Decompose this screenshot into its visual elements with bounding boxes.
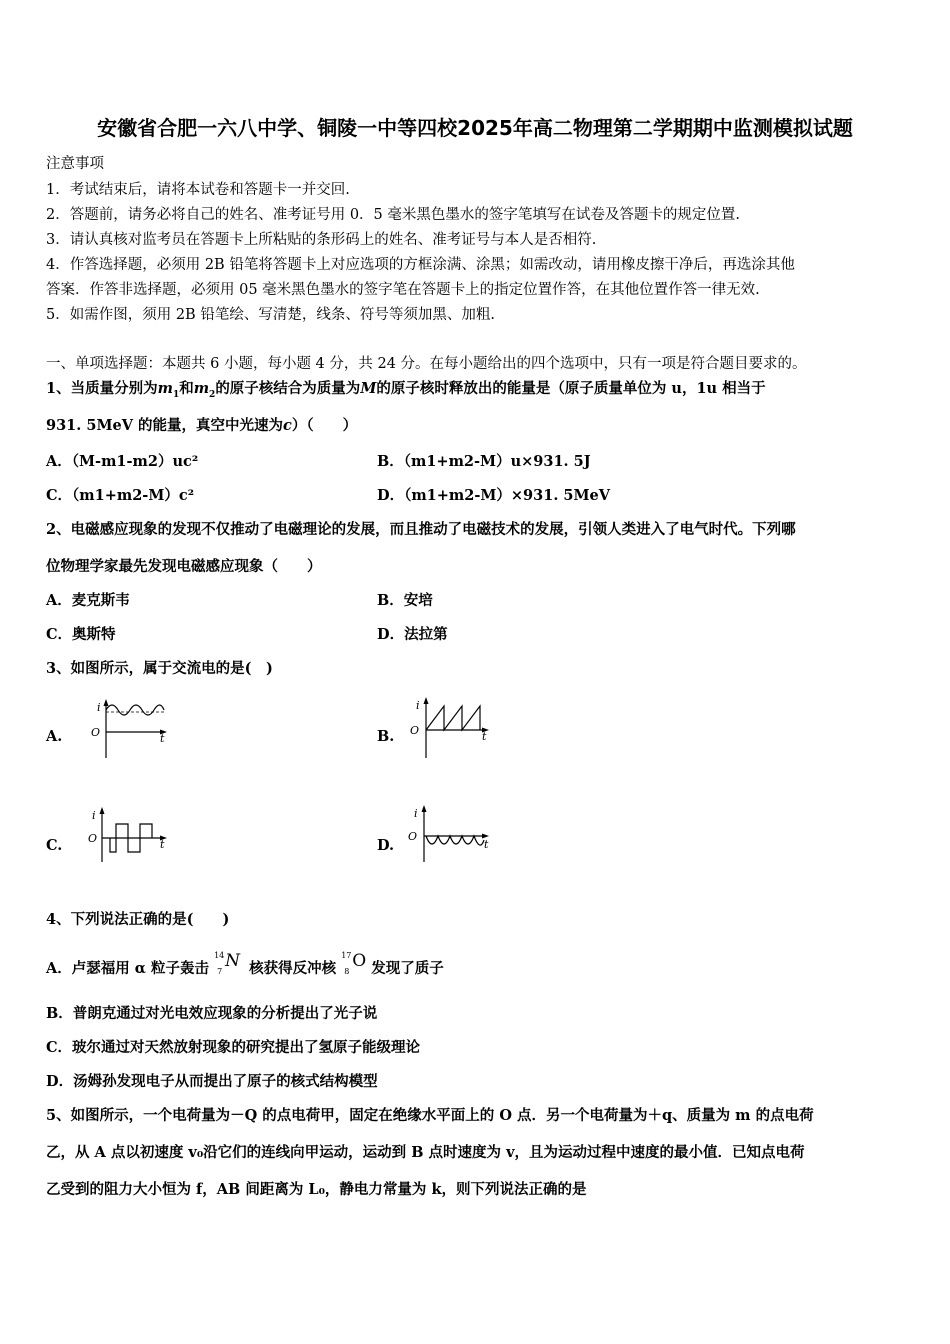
question-1-option-c[interactable]: C．（m1+m2-M）c² [46,487,195,504]
graph-d-axis-t: t [484,838,489,851]
graph-c-square-wave [86,804,170,866]
nitrogen-14-nuclide: 14 7 N [214,951,240,976]
question-2-line-1: 2、电磁感应现象的发现不仅推动了电磁理论的发展，而且推动了电磁技术的发展，引领人类进入了电气时代。下列哪 [46,521,796,538]
notice-item-4: 4．作答选择题，必须用 2B 铅笔将答题卡上对应选项的方框涂满、涂黑；如需改动，请用橡皮擦干净后，再选涂其他 [46,257,795,273]
graph-d-origin: O [408,830,418,843]
question-5-line-2: 乙，从 A 点以初速度 v₀沿它们的连线向甲运动，运动到 B 点时速度为 v，且为运动过程中速度的最小值．已知点电荷 [46,1144,805,1161]
question-1-line-1: 1、当质量分别为$m_1$和$m_2$的原子核结合为质量为M的原子核时释放出的能量是（原子质量单位为 u，1u 相当于 [46,380,766,400]
question-1-option-a[interactable]: A．（M-m1-m2）uc² [46,453,199,470]
question-3-option-c[interactable]: C. [46,837,63,854]
graph-b-axis-t: t [482,730,487,743]
graph-a-sine-wave [88,696,170,762]
question-1-option-d[interactable]: D．（m1+m2-M）×931. 5MeV [377,487,611,504]
question-2-line-2: 位物理学家最先发现电磁感应现象（ ） [46,558,322,575]
question-4-stem: 4、下列说法正确的是( ) [46,911,230,928]
question-1-line-2: 931. 5MeV 的能量，真空中光速为c）（ ） [46,417,358,434]
graph-b-sawtooth [404,694,494,762]
graph-d-rectified-wave [402,802,494,866]
question-2-option-b[interactable]: B．安培 [377,592,433,609]
notice-item-1: 1．考试结束后，请将本试卷和答题卡一并交回. [46,182,350,198]
graph-b-axis-i: i [416,699,420,712]
graph-a-axis-t: t [160,732,165,745]
question-1-option-b[interactable]: B．（m1+m2-M）u×931. 5J [377,453,591,470]
question-3-option-b[interactable]: B. [377,728,395,745]
question-2-option-c[interactable]: C．奥斯特 [46,626,116,643]
question-3-option-d[interactable]: D. [377,837,395,854]
notice-item-3: 3．请认真核对监考员在答题卡上所粘贴的条形码上的姓名、准考证号与本人是否相符. [46,232,597,248]
graph-c-axis-i: i [92,809,96,822]
section-heading: 一、单项选择题：本题共 6 小题，每小题 4 分，共 24 分。在每小题给出的四个选项中，只有一项是符合题目要求的。 [46,356,807,372]
notice-heading: 注意事项 [46,156,104,172]
question-4-option-c[interactable]: C．玻尔通过对天然放射现象的研究提出了氢原子能级理论 [46,1039,421,1056]
question-4-option-d[interactable]: D．汤姆孙发现电子从而提出了原子的核式结构模型 [46,1073,378,1090]
question-3-option-a[interactable]: A. [46,728,63,745]
graph-b-origin: O [410,724,420,737]
question-5-line-1: 5、如图所示，一个电荷量为－Q 的点电荷甲，固定在绝缘水平面上的 O 点．另一个电荷量为＋q、质量为 m 的点电荷 [46,1107,814,1124]
question-2-option-d[interactable]: D．法拉第 [377,626,448,643]
graph-d-axis-i: i [414,807,418,820]
notice-item-5: 5．如需作图，须用 2B 铅笔绘、写清楚，线条、符号等须加黑、加粗. [46,307,495,323]
graph-c-axis-t: t [160,838,165,851]
notice-item-4-cont: 答案．作答非选择题，必须用 05 毫米黑色墨水的签字笔在答题卡上的指定位置作答，在其他位置作答一律无效. [46,282,760,298]
oxygen-17-nuclide: 17 8 O [341,951,367,976]
question-3-stem: 3、如图所示，属于交流电的是( ) [46,660,273,677]
exam-title: 安徽省合肥一六八中学、铜陵一中等四校2025年高二物理第二学期期中监测模拟试题 [97,116,853,140]
question-4-option-b[interactable]: B．普朗克通过对光电效应现象的分析提出了光子说 [46,1005,378,1022]
question-4-option-a[interactable]: A．卢瑟福用 α 粒子轰击 14 7 N 核获得反冲核 17 8 O 发现了质子 [46,951,444,977]
question-2-option-a[interactable]: A．麦克斯韦 [46,592,130,609]
graph-c-origin: O [88,832,98,845]
notice-item-2: 2．答题前，请务必将自己的姓名、准考证号用 0．5 毫米黑色墨水的签字笔填写在试卷及答题卡的规定位置. [46,207,740,223]
question-5-line-3: 乙受到的阻力大小恒为 f，AB 间距离为 L₀，静电力常量为 k，则下列说法正确的是 [46,1181,587,1198]
graph-a-origin: O [91,726,101,739]
graph-a-axis-i: i [97,701,101,714]
